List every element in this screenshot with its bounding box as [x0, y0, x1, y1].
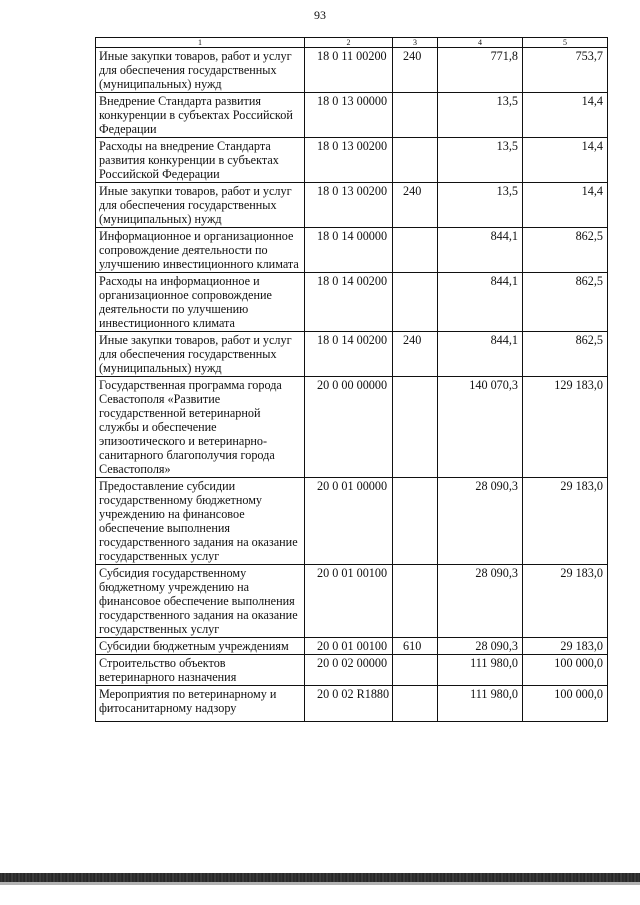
- row-amount-1: 844,1: [438, 332, 523, 377]
- row-amount-1: 140 070,3: [438, 377, 523, 478]
- table-row: [96, 93, 608, 138]
- row-amount-2: 29 183,0: [523, 638, 608, 655]
- row-code: 20 0 00 00000: [305, 377, 393, 478]
- row-name: Строительство объектов ветеринарного назначения: [96, 655, 305, 686]
- row-expense-type: 240: [393, 332, 438, 377]
- row-amount-2: 100 000,0: [523, 686, 608, 722]
- row-amount-1: 111 980,0: [438, 655, 523, 686]
- row-name: Предоставление субсидии государственному бюджетному учреждению на финансовое обеспечение выполнения государственного задания на оказание государственных услуг: [96, 478, 305, 565]
- row-name: Субсидии бюджетным учреждениям: [96, 638, 305, 655]
- row-expense-type: [393, 478, 438, 565]
- row-code: 20 0 01 00100: [305, 638, 393, 655]
- row-amount-2: 14,4: [523, 138, 608, 183]
- row-code: 18 0 13 00000: [305, 93, 393, 138]
- row-amount-2: 753,7: [523, 48, 608, 93]
- row-expense-type: 610: [393, 638, 438, 655]
- column-header: 4: [438, 38, 523, 48]
- row-expense-type: [393, 228, 438, 273]
- column-header: 2: [305, 38, 393, 48]
- row-name: Информационное и организационное сопровождение деятельности по улучшению инвестиционного климата: [96, 228, 305, 273]
- table-row: [96, 48, 608, 93]
- row-code: 18 0 13 00200: [305, 138, 393, 183]
- table-row: [96, 332, 608, 377]
- table-row: [96, 638, 608, 655]
- table-header-row: [96, 38, 608, 48]
- row-amount-1: 844,1: [438, 228, 523, 273]
- row-code: 20 0 01 00000: [305, 478, 393, 565]
- row-amount-1: 111 980,0: [438, 686, 523, 722]
- row-amount-1: 13,5: [438, 93, 523, 138]
- row-amount-2: 862,5: [523, 228, 608, 273]
- budget-table: [95, 37, 608, 722]
- row-expense-type: 240: [393, 48, 438, 93]
- column-header: 1: [96, 38, 305, 48]
- row-amount-1: 28 090,3: [438, 565, 523, 638]
- row-amount-1: 13,5: [438, 138, 523, 183]
- page-number: 93: [314, 8, 326, 22]
- row-name: Расходы на информационное и организационное сопровождение деятельности по улучшению инвестиционного климата: [96, 273, 305, 332]
- column-header: 5: [523, 38, 608, 48]
- row-amount-1: 844,1: [438, 273, 523, 332]
- row-amount-2: 129 183,0: [523, 377, 608, 478]
- row-name: Иные закупки товаров, работ и услуг для обеспечения государственных (муниципальных) нужд: [96, 48, 305, 93]
- row-expense-type: [393, 565, 438, 638]
- row-expense-type: 240: [393, 183, 438, 228]
- table-row: [96, 377, 608, 478]
- row-name: Расходы на внедрение Стандарта развития конкуренции в субъектах Российской Федерации: [96, 138, 305, 183]
- row-name: Государственная программа города Севастополя «Развитие государственной ветеринарной службы и обеспечение эпизоотического и ветеринарно-санитарного благополучия города Севастополя»: [96, 377, 305, 478]
- table-row: [96, 655, 608, 686]
- row-expense-type: [393, 686, 438, 722]
- row-amount-2: 100 000,0: [523, 655, 608, 686]
- scan-edge-shadow: [0, 882, 640, 885]
- table-row: [96, 138, 608, 183]
- row-expense-type: [393, 655, 438, 686]
- row-name: Субсидия государственному бюджетному учреждению на финансовое обеспечение выполнения государственного задания на оказание государственных услуг: [96, 565, 305, 638]
- table-row: [96, 478, 608, 565]
- row-code: 20 0 02 00000: [305, 655, 393, 686]
- row-code: 18 0 14 00200: [305, 273, 393, 332]
- row-amount-1: 13,5: [438, 183, 523, 228]
- row-code: 20 0 02 R1880: [305, 686, 393, 722]
- table-row: [96, 228, 608, 273]
- row-amount-2: 862,5: [523, 273, 608, 332]
- row-expense-type: [393, 377, 438, 478]
- row-amount-2: 29 183,0: [523, 478, 608, 565]
- row-amount-2: 862,5: [523, 332, 608, 377]
- row-name: Внедрение Стандарта развития конкуренции в субъектах Российской Федерации: [96, 93, 305, 138]
- row-expense-type: [393, 138, 438, 183]
- row-expense-type: [393, 93, 438, 138]
- row-amount-1: 771,8: [438, 48, 523, 93]
- row-name: Иные закупки товаров, работ и услуг для обеспечения государственных (муниципальных) нужд: [96, 332, 305, 377]
- column-header: 3: [393, 38, 438, 48]
- table-row: [96, 273, 608, 332]
- row-amount-2: 29 183,0: [523, 565, 608, 638]
- scan-edge-artifact: [0, 873, 640, 882]
- row-code: 20 0 01 00100: [305, 565, 393, 638]
- row-amount-2: 14,4: [523, 93, 608, 138]
- table-row: [96, 565, 608, 638]
- row-amount-1: 28 090,3: [438, 478, 523, 565]
- row-code: 18 0 14 00000: [305, 228, 393, 273]
- row-name: Иные закупки товаров, работ и услуг для обеспечения государственных (муниципальных) нужд: [96, 183, 305, 228]
- row-amount-2: 14,4: [523, 183, 608, 228]
- row-expense-type: [393, 273, 438, 332]
- row-code: 18 0 11 00200: [305, 48, 393, 93]
- table-row: [96, 686, 608, 722]
- row-name: Мероприятия по ветеринарному и фитосанитарному надзору: [96, 686, 305, 722]
- row-amount-1: 28 090,3: [438, 638, 523, 655]
- row-code: 18 0 13 00200: [305, 183, 393, 228]
- row-code: 18 0 14 00200: [305, 332, 393, 377]
- table-row: [96, 183, 608, 228]
